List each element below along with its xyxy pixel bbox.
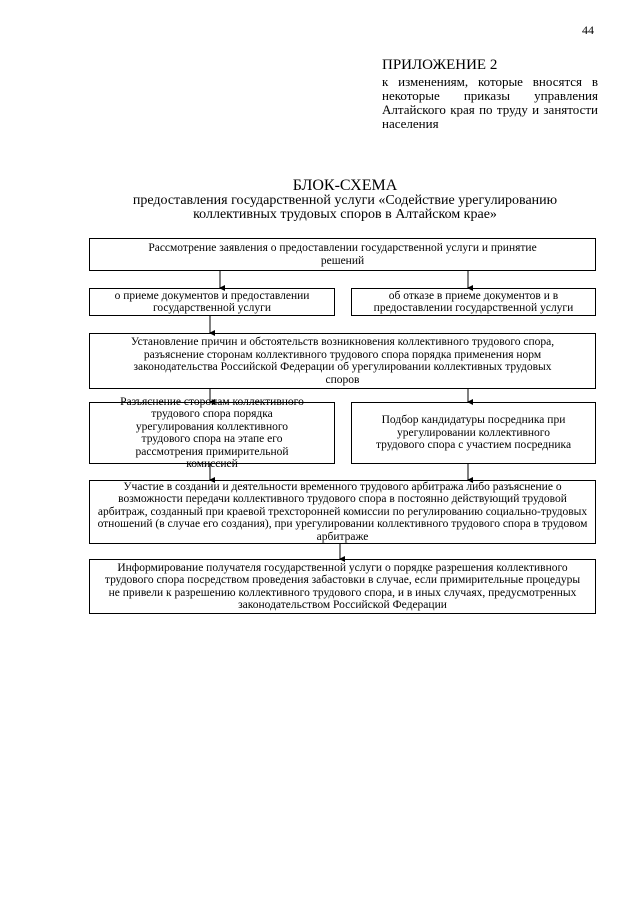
flowchart-step-conciliation-commission-label: Разъяснение сторонам коллективного трудового спора порядка урегулирования коллективного трудового спора на этапе его рассмотрения примирительной комиссией bbox=[120, 395, 304, 470]
flowchart-step-labor-arbitration bbox=[89, 480, 596, 544]
flowchart-subtitle: предоставления государственной услуги «Содействие урегулированию коллективных трудовых споров в Алтайском крае» bbox=[132, 193, 558, 222]
flowchart-step-labor-arbitration-label: Участие в создании и деятельности временного трудового арбитража либо разъяснение о возможности передачи коллективного трудового спора в постоянно действующий трудовой арбитраж, созданный при краевой трехсторонней комиссии по регулированию социально-трудовых отношений (в случае его создания), при урегулировании коллективного трудового спора в трудовом арбитраже bbox=[97, 480, 588, 543]
flowchart-step-refuse bbox=[351, 288, 596, 316]
flowchart-step-strike-info-label: Информирование получателя государственной услуги о порядке разрешения коллективного трудового спора посредством проведения забастовки в случае, если примирительные процедуры не привели к разрешению коллективного трудового спора, и в иных случаях, предусмотренных законодательством Российской Федерации bbox=[104, 561, 581, 611]
flowchart-step-establish-causes bbox=[89, 333, 596, 389]
flowchart-step-review-label: Рассмотрение заявления о предоставлении государственной услуги и принятие решений bbox=[148, 242, 537, 267]
flowchart-step-mediator bbox=[351, 402, 596, 464]
page-number: 44 bbox=[582, 23, 594, 37]
flowchart-step-review bbox=[89, 238, 596, 271]
flowchart-step-establish-causes-label: Установление причин и обстоятельств возникновения коллективного трудового спора, разъяснение сторонам коллективного трудового спора порядка применения норм законодательства Российской Федерации об урегулировании коллективных трудовых споров bbox=[130, 336, 555, 386]
flowchart-step-accept-label: о приеме документов и предоставлении государственной услуги bbox=[114, 289, 310, 314]
flowchart-step-conciliation-commission bbox=[89, 395, 335, 470]
flowchart-title: БЛОК-СХЕМА bbox=[292, 177, 398, 194]
appendix-title: ПРИЛОЖЕНИЕ 2 bbox=[382, 57, 498, 73]
flowchart-step-mediator-label: Подбор кандидатуры посредника при урегулировании коллективного трудового спора с участием посредника bbox=[375, 414, 572, 452]
appendix-text: к изменениям, которые вносятся в некоторые приказы управления Алтайского края по труду и занятости населения bbox=[382, 74, 598, 131]
flowchart-step-refuse-label: об отказе в приеме документов и в предоставлении государственной услуги bbox=[373, 289, 574, 314]
flowchart-step-strike-info bbox=[89, 559, 596, 614]
flowchart-step-accept bbox=[89, 288, 335, 316]
